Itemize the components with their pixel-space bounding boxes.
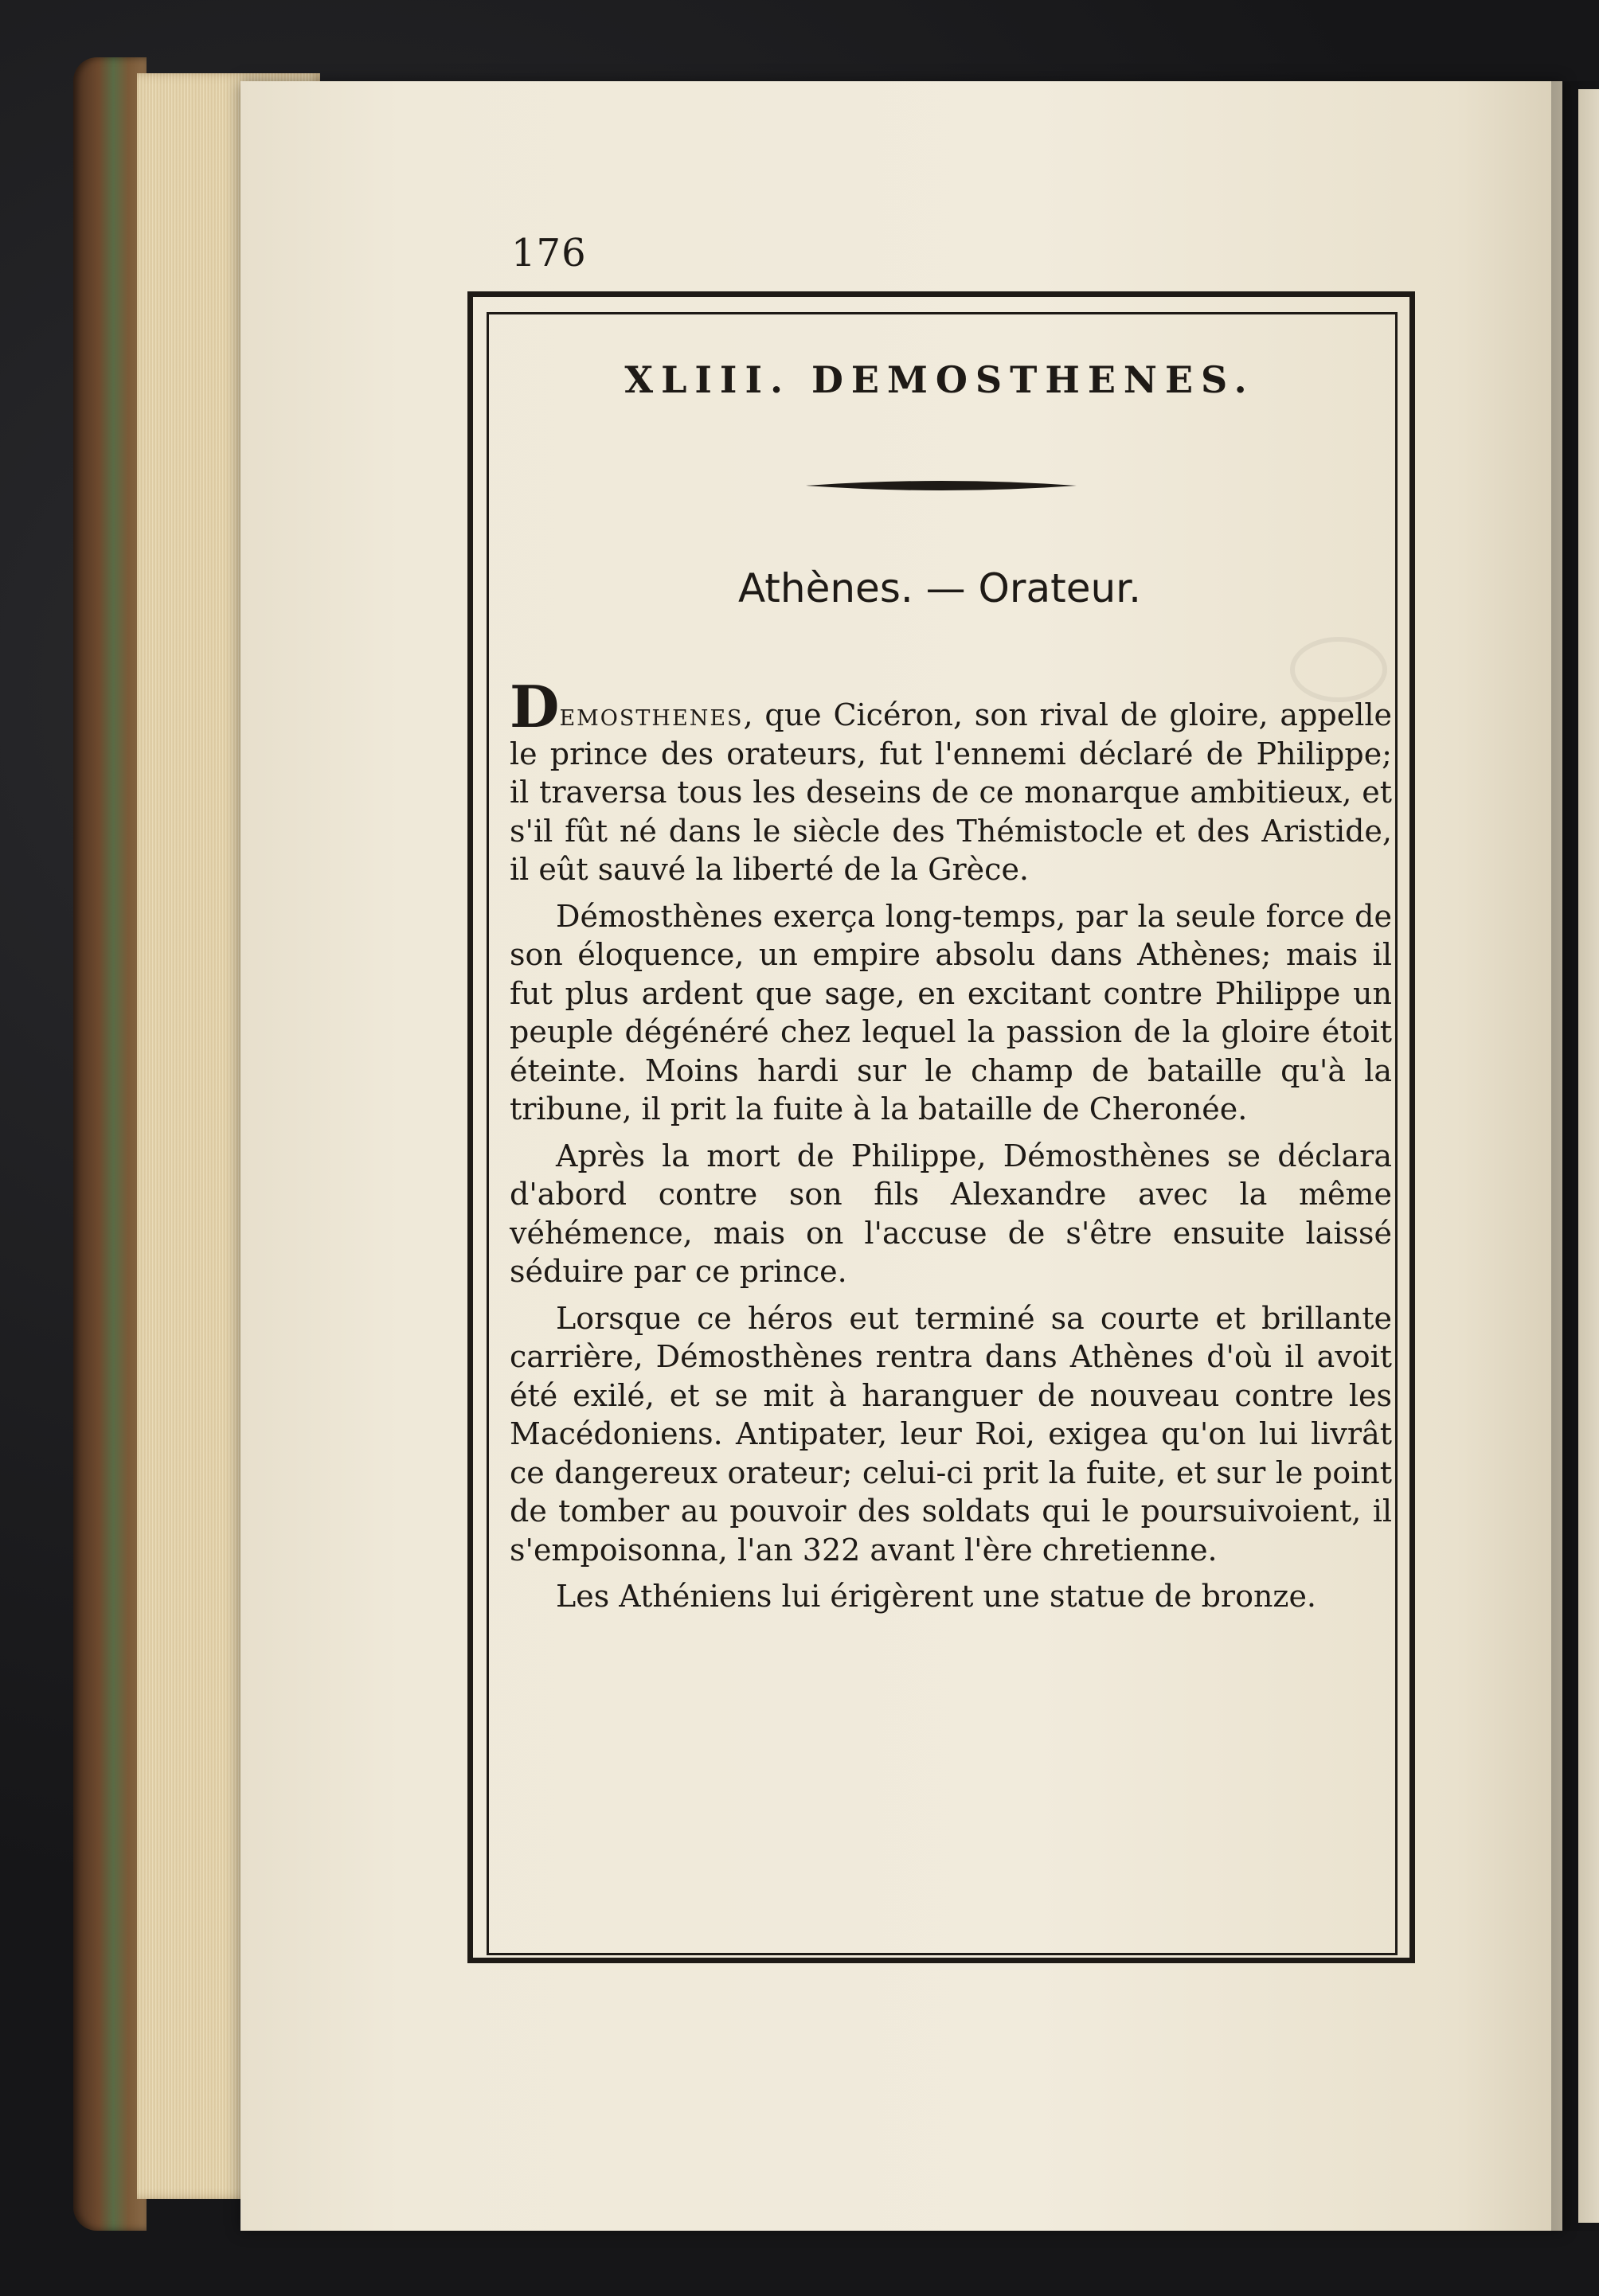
chapter-subtitle: Athènes. — Orateur. — [737, 565, 1142, 611]
paragraph-1 — [510, 673, 1392, 889]
chapter-heading: XLIII. DEMOSTHENES. — [624, 358, 1255, 401]
opening-word: emosthenes — [559, 697, 744, 732]
paragraph-4: Lorsque ce héros eut terminé sa courte et brillante carrière, Démosthènes rentra dans Athènes d'où il avoit été exilé, et se mit à haranguer de nouveau contre les Macédoniens. Antipater, leur Roi, exigea qu'on lui livrât ce dangereux orateur; celui-ci prit la fuite, et sur le point de tomber au pouvoir des soldats qui le poursuivoient, il s'empoisonna, l'an 322 avant l'ère chretienne. — [510, 1300, 1392, 1568]
paragraph-5: Les Athéniens lui érigèrent une statue de bronze. — [556, 1579, 1317, 1614]
paragraph-1-text: , que Cicéron, son rival de gloire, appelle le prince des orateurs, fut l'ennemi déclaré de Philippe; il traversa tous les deseins de ce monarque ambitieux, et s'il fût né dans le siècle des Thémistocle et des Aristide, il eût sauvé la liberté de la Grèce. — [510, 697, 1392, 887]
paragraph-2: Démosthènes exerça long-temps, par la seule force de son éloquence, un empire absolu dans Athènes; mais il fut plus ardent que sage, en excitant contre Philippe un peuple dégénéré chez lequel la passion de la gloire étoit éteinte. Moins hardi sur le champ de bataille qu'à la tribune, il prit la fuite à la bataille de Cheronée. — [510, 898, 1392, 1127]
page-number: 176 — [511, 231, 587, 275]
book-spine-edge — [73, 57, 147, 2231]
facing-page-edge — [1578, 89, 1599, 2223]
drop-cap: D — [510, 673, 560, 740]
body-text — [510, 673, 1392, 1624]
paragraph-3: Après la mort de Philippe, Démosthènes se déclara d'abord contre son fils Alexandre avec la même véhémence, mais on l'accuse de s'être ensuite laissé séduire par ce prince. — [510, 1138, 1392, 1289]
ornament-rule — [806, 478, 1077, 494]
